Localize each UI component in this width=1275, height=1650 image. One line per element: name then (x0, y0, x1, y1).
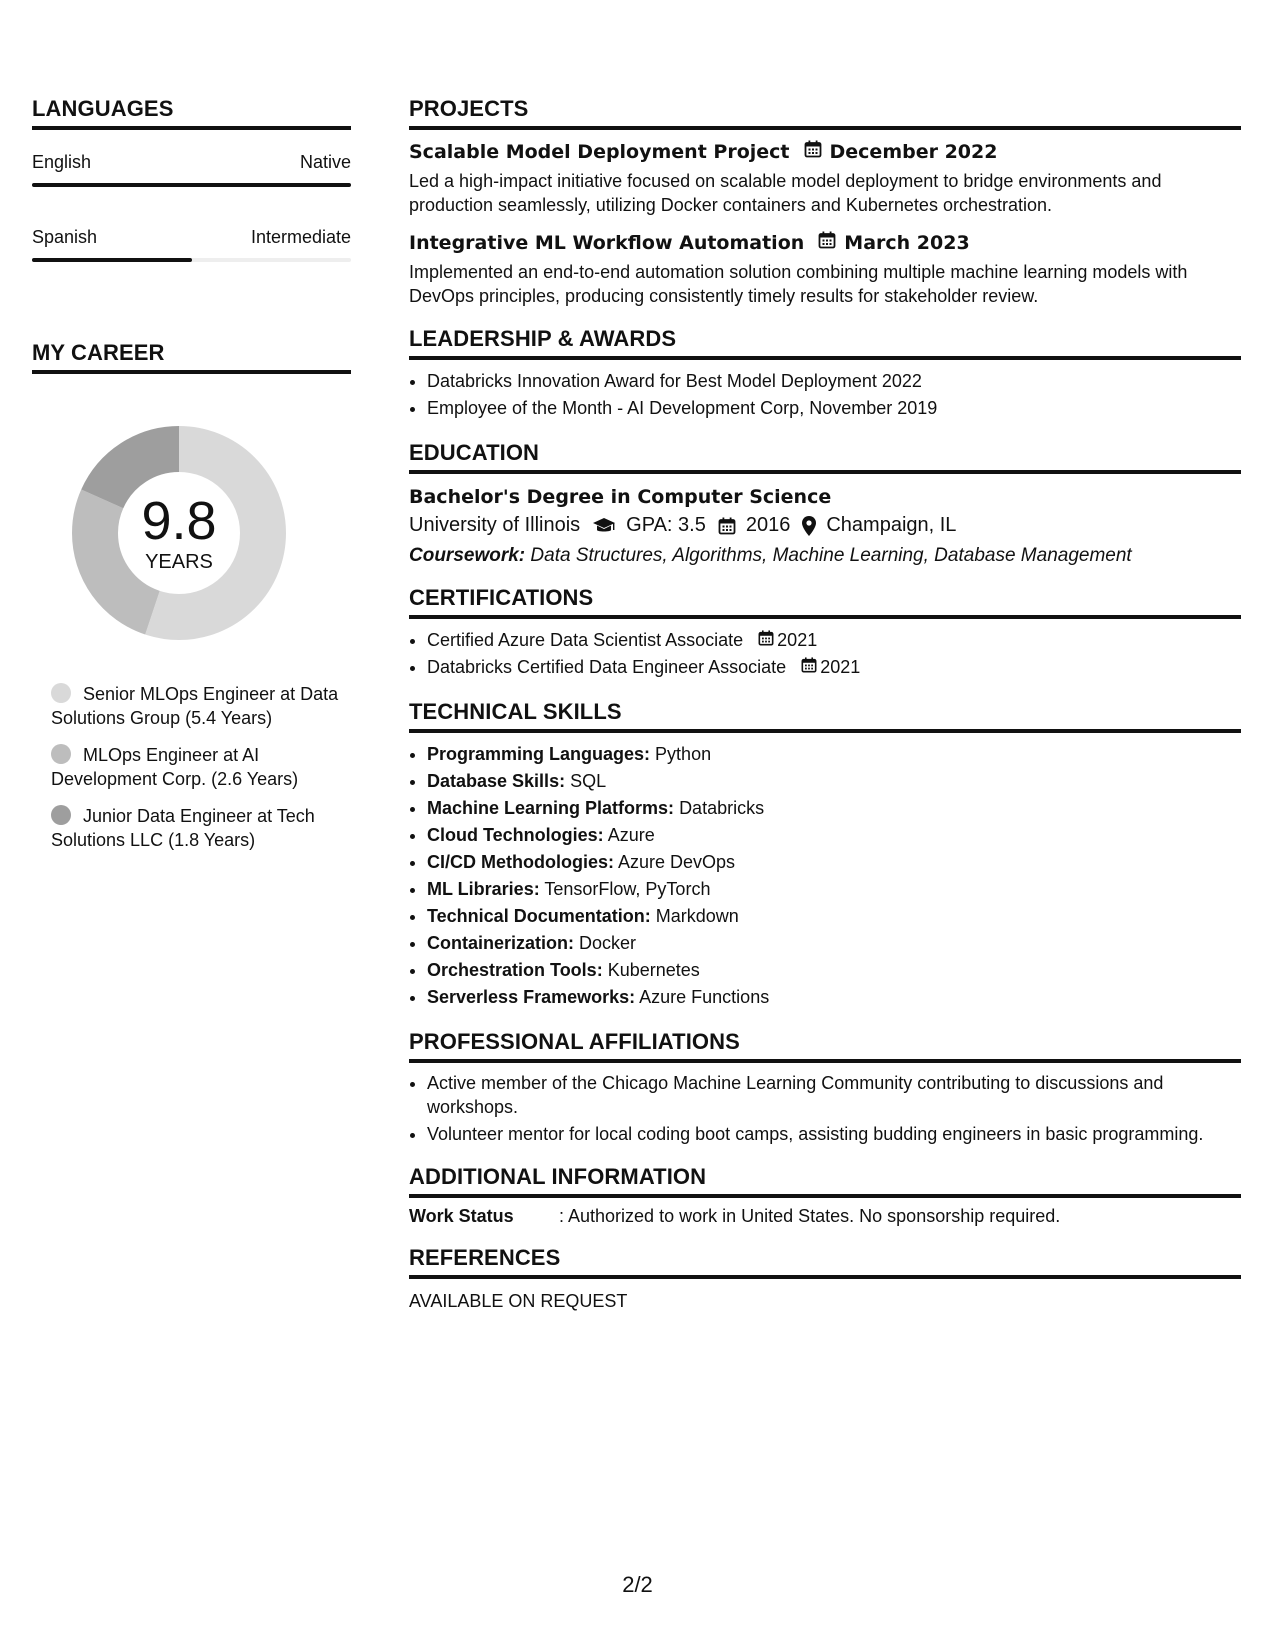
awards-list (409, 368, 1241, 422)
skill-label: Cloud Technologies: (427, 825, 604, 845)
skill-value: SQL (570, 771, 607, 791)
additional-title: ADDITIONAL INFORMATION (409, 1164, 1241, 1198)
skill-label: ML Libraries: (427, 879, 540, 899)
skill-value: Azure Functions (639, 987, 770, 1007)
skill-item (427, 822, 1241, 849)
language-bar-fill (32, 183, 351, 187)
legend-dot (51, 744, 71, 764)
projects-section (409, 96, 1241, 308)
education-details (409, 514, 1241, 537)
skill-value: Kubernetes (607, 960, 700, 980)
legend-dot (51, 683, 71, 703)
certifications-section (409, 585, 1241, 681)
skills-title: TECHNICAL SKILLS (409, 699, 1241, 733)
skills-section (409, 699, 1241, 1011)
skill-value: Docker (579, 933, 637, 953)
left-column (32, 96, 351, 865)
graduation-cap-icon (592, 517, 616, 535)
awards-title: LEADERSHIP & AWARDS (409, 326, 1241, 360)
education-school: University of Illinois (409, 514, 581, 536)
affiliations-list (409, 1071, 1241, 1146)
project-name: Integrative ML Workflow Automation (409, 231, 805, 254)
career-legend-item (51, 743, 351, 791)
skill-item (427, 903, 1241, 930)
career-total-unit: YEARS (145, 550, 213, 573)
education-location: Champaign, IL (826, 514, 957, 536)
career-donut-chart (64, 418, 294, 648)
skill-item (427, 984, 1241, 1011)
donut-center (64, 418, 294, 648)
calendar-icon (818, 231, 836, 254)
page-number: 2/2 (622, 1572, 653, 1597)
references-section (409, 1245, 1241, 1312)
skill-label: Technical Documentation: (427, 906, 651, 926)
references-title: REFERENCES (409, 1245, 1241, 1279)
project-item (409, 231, 1241, 308)
education-title: EDUCATION (409, 440, 1241, 474)
languages-title: LANGUAGES (32, 96, 351, 130)
certification-item (427, 654, 1241, 681)
skill-label: Serverless Frameworks: (427, 987, 636, 1007)
project-date: March 2023 (844, 231, 970, 254)
skill-value: Azure (607, 825, 655, 845)
award-item: • Employee of the Month - AI Development Corp, November 2019 (427, 395, 1241, 422)
map-pin-icon (802, 516, 816, 536)
career-legend-item (51, 682, 351, 730)
skill-label: Orchestration Tools: (427, 960, 603, 980)
career-total-years: 9.8 (141, 490, 217, 551)
affiliation-item: • Active member of the Chicago Machine Learning Community contributing to discussions and workshops. (427, 1071, 1241, 1119)
certification-item (427, 627, 1241, 654)
skills-list (409, 741, 1241, 1011)
certifications-list (409, 627, 1241, 681)
affiliation-item: • Volunteer mentor for local coding boot camps, assisting budding engineers in basic programming. (427, 1122, 1241, 1146)
career-legend-label: MLOps Engineer at AI Development Corp. (2.6 Years) (51, 745, 299, 789)
right-column (409, 96, 1241, 1330)
references-text: AVAILABLE ON REQUEST (409, 1291, 628, 1311)
career-title: MY CAREER (32, 340, 351, 374)
career-legend (51, 682, 351, 852)
education-section (409, 440, 1241, 567)
skill-value: Python (655, 744, 712, 764)
calendar-icon (801, 654, 820, 681)
language-english (32, 152, 351, 187)
skill-label: Containerization: (427, 933, 574, 953)
language-spanish (32, 227, 351, 262)
skill-item (427, 930, 1241, 957)
language-name: English (32, 152, 92, 172)
skill-value: TensorFlow, PyTorch (544, 879, 711, 899)
project-description: Implemented an end-to-end automation solution combining multiple machine learning models with DevOps principles, producing consistently timely results for stakeholder review. (409, 262, 1188, 306)
certification-name: Certified Azure Data Scientist Associate (427, 630, 744, 650)
skill-value: Markdown (655, 906, 739, 926)
certification-year: 2021 (777, 630, 818, 650)
awards-section (409, 326, 1241, 422)
education-degree: Bachelor's Degree in Computer Science (409, 486, 832, 508)
certification-name: Databricks Certified Data Engineer Associate (427, 657, 787, 677)
skill-value: Databricks (679, 798, 765, 818)
skill-item (427, 741, 1241, 768)
education-coursework (409, 545, 1241, 567)
legend-dot (51, 805, 71, 825)
work-status-row (409, 1206, 1241, 1227)
language-level: Intermediate (250, 227, 351, 247)
skill-label: Database Skills: (427, 771, 566, 791)
skill-item (427, 768, 1241, 795)
skill-item (427, 849, 1241, 876)
skill-item (427, 957, 1241, 984)
coursework-value: Data Structures, Algorithms, Machine Learning, Database Management (530, 545, 1132, 566)
work-status-value: : Authorized to work in United States. No sponsorship required. (559, 1206, 1061, 1226)
projects-title: PROJECTS (409, 96, 1241, 130)
language-bar (32, 183, 351, 187)
affiliations-section (409, 1029, 1241, 1146)
additional-section (409, 1164, 1241, 1227)
project-date: December 2022 (829, 140, 998, 163)
project-description: Led a high-impact initiative focused on scalable model deployment to bridge environments and production seamlessly, utilizing Docker containers and Kubernetes orchestration. (409, 171, 1162, 215)
skill-label: CI/CD Methodologies: (427, 852, 614, 872)
language-name: Spanish (32, 227, 98, 247)
skill-value: Azure DevOps (618, 852, 736, 872)
skill-item (427, 876, 1241, 903)
calendar-icon (804, 140, 822, 163)
career-legend-label: Senior MLOps Engineer at Data Solutions Group (5.4 Years) (51, 684, 339, 728)
affiliations-title: PROFESSIONAL AFFILIATIONS (409, 1029, 1241, 1063)
calendar-icon (718, 517, 736, 535)
certifications-title: CERTIFICATIONS (409, 585, 1241, 619)
coursework-label: Coursework: (409, 545, 526, 566)
career-legend-item (51, 804, 351, 852)
career-legend-label: Junior Data Engineer at Tech Solutions LLC (1.8 Years) (51, 806, 315, 850)
education-year: 2016 (745, 514, 791, 536)
language-level: Native (299, 152, 351, 172)
work-status-label: Work Status (409, 1206, 514, 1226)
skill-label: Programming Languages: (427, 744, 651, 764)
project-item (409, 140, 1241, 217)
skill-label: Machine Learning Platforms: (427, 798, 675, 818)
language-bar-fill (32, 258, 192, 262)
calendar-icon (758, 627, 777, 654)
language-bar (32, 258, 351, 262)
skill-item (427, 795, 1241, 822)
project-name: Scalable Model Deployment Project (409, 140, 790, 163)
award-item: • Databricks Innovation Award for Best Model Deployment 2022 (427, 368, 1241, 395)
education-gpa: GPA: 3.5 (626, 514, 706, 536)
certification-year: 2021 (820, 657, 861, 677)
